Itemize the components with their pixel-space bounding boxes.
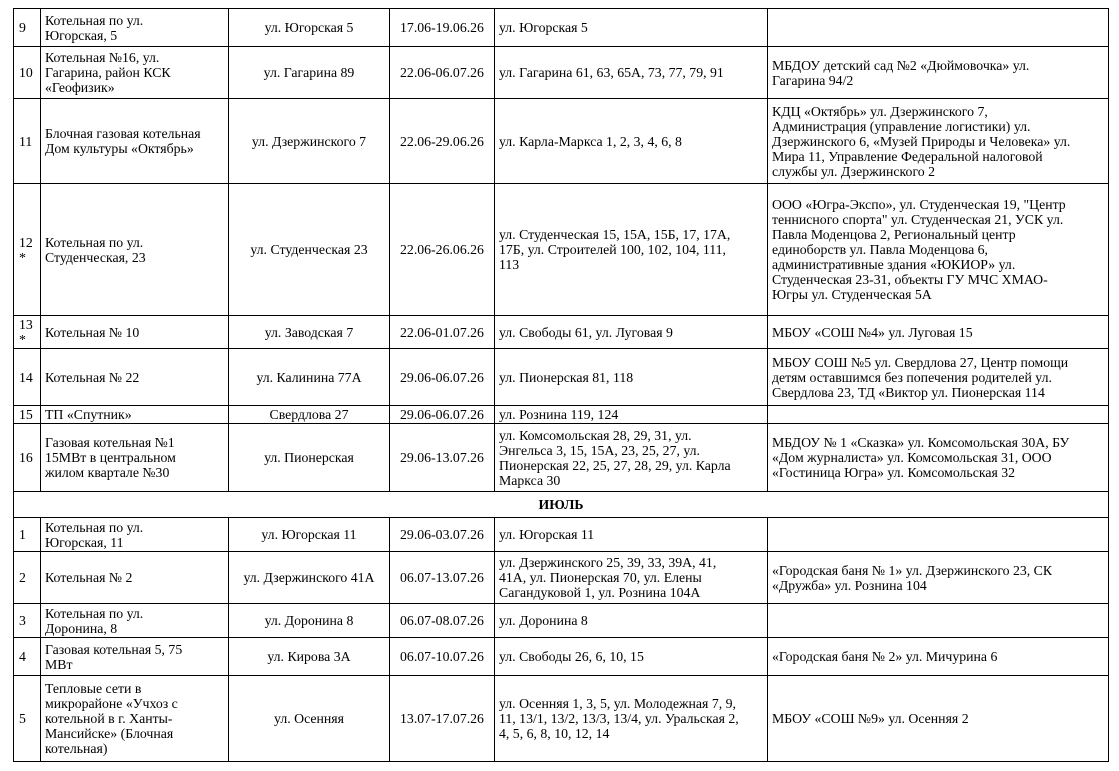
source-address-cell: ул. Пионерская <box>229 424 390 492</box>
period-cell: 29.06-06.07.26 <box>390 406 495 424</box>
residential-buildings-cell: ул. Рознина 119, 124 <box>495 406 768 424</box>
social-objects-cell: МБДОУ детский сад №2 «Дюймовочка» ул. Гагарина 94/2 <box>768 47 1109 99</box>
heat-source-cell: Блочная газовая котельная Дом культуры «Октябрь» <box>41 99 229 184</box>
residential-buildings-cell: ул. Доронина 8 <box>495 604 768 638</box>
period-cell: 29.06-03.07.26 <box>390 518 495 552</box>
table-row <box>14 604 1109 638</box>
residential-buildings-cell: ул. Югорская 5 <box>495 9 768 47</box>
table-row <box>14 406 1109 424</box>
source-address-cell: ул. Дзержинского 7 <box>229 99 390 184</box>
heat-source-cell: Газовая котельная 5, 75 МВт <box>41 638 229 676</box>
row-number: 5 <box>14 676 41 762</box>
source-address-cell: ул. Заводская 7 <box>229 316 390 349</box>
social-objects-cell <box>768 406 1109 424</box>
period-cell: 17.06-19.06.26 <box>390 9 495 47</box>
row-number: 10 <box>14 47 41 99</box>
row-number: 9 <box>14 9 41 47</box>
social-objects-cell <box>768 604 1109 638</box>
residential-buildings-cell: ул. Пионерская 81, 118 <box>495 349 768 406</box>
period-cell: 06.07-13.07.26 <box>390 552 495 604</box>
source-address-cell: ул. Югорская 5 <box>229 9 390 47</box>
heat-source-cell: Тепловые сети в микрорайоне «Учхоз с котельной в г. Ханты- Мансийске» (Блочная котельная) <box>41 676 229 762</box>
heat-source-cell: Котельная по ул. Студенческая, 23 <box>41 184 229 316</box>
row-number: 15 <box>14 406 41 424</box>
heat-source-cell: Котельная по ул. Югорская, 11 <box>41 518 229 552</box>
schedule-page <box>13 8 1109 762</box>
table-row <box>14 9 1109 47</box>
table-row <box>14 552 1109 604</box>
period-cell: 29.06-13.07.26 <box>390 424 495 492</box>
source-address-cell: ул. Гагарина 89 <box>229 47 390 99</box>
row-number: 16 <box>14 424 41 492</box>
heat-source-cell: Котельная № 22 <box>41 349 229 406</box>
source-address-cell: ул. Кирова 3А <box>229 638 390 676</box>
row-number: 4 <box>14 638 41 676</box>
heat-source-cell: Котельная по ул. Доронина, 8 <box>41 604 229 638</box>
row-number: 3 <box>14 604 41 638</box>
row-number: 12 * <box>14 184 41 316</box>
table-row <box>14 676 1109 762</box>
social-objects-cell: МБДОУ № 1 «Сказка» ул. Комсомольская 30А, БУ «Дом журналиста» ул. Комсомольская 31, ООО «Гостиница Югра» ул. Комсомольская 32 <box>768 424 1109 492</box>
social-objects-cell: КДЦ «Октябрь» ул. Дзержинского 7, Администрация (управление логистики) ул. Дзержинского 6, «Музей Природы и Человека» ул. Мира 11, Управление Федеральной налоговой службы ул. Дзержинского 2 <box>768 99 1109 184</box>
social-objects-cell: МБОУ СОШ №5 ул. Свердлова 27, Центр помощи детям оставшимся без попечения родителей ул. Свердлова 23, ТД «Виктор ул. Пионерская 114 <box>768 349 1109 406</box>
period-cell: 29.06-06.07.26 <box>390 349 495 406</box>
social-objects-cell: МБОУ «СОШ №4» ул. Луговая 15 <box>768 316 1109 349</box>
heat-source-cell: Котельная № 2 <box>41 552 229 604</box>
residential-buildings-cell: ул. Студенческая 15, 15А, 15Б, 17, 17А, 17Б, ул. Строителей 100, 102, 104, 111, 113 <box>495 184 768 316</box>
source-address-cell: ул. Доронина 8 <box>229 604 390 638</box>
table-row <box>14 47 1109 99</box>
heat-source-cell: Котельная №16, ул. Гагарина, район КСК «Геофизик» <box>41 47 229 99</box>
period-cell: 13.07-17.07.26 <box>390 676 495 762</box>
social-objects-cell: МБОУ «СОШ №9» ул. Осенняя 2 <box>768 676 1109 762</box>
source-address-cell: ул. Югорская 11 <box>229 518 390 552</box>
source-address-cell: Свердлова 27 <box>229 406 390 424</box>
table-row <box>14 316 1109 349</box>
source-address-cell: ул. Осенняя <box>229 676 390 762</box>
row-number: 14 <box>14 349 41 406</box>
row-number: 2 <box>14 552 41 604</box>
heat-source-cell: Котельная по ул. Югорская, 5 <box>41 9 229 47</box>
month-header: ИЮЛЬ <box>14 492 1109 518</box>
period-cell: 22.06-29.06.26 <box>390 99 495 184</box>
residential-buildings-cell: ул. Осенняя 1, 3, 5, ул. Молодежная 7, 9, 11, 13/1, 13/2, 13/3, 13/4, ул. Уральская 2, 4, 5, 6, 8, 10, 12, 14 <box>495 676 768 762</box>
social-objects-cell <box>768 518 1109 552</box>
source-address-cell: ул. Калинина 77А <box>229 349 390 406</box>
heat-source-cell: Газовая котельная №1 15МВт в центральном жилом квартале №30 <box>41 424 229 492</box>
table-row <box>14 424 1109 492</box>
month-header-row <box>14 492 1109 518</box>
period-cell: 22.06-01.07.26 <box>390 316 495 349</box>
period-cell: 06.07-10.07.26 <box>390 638 495 676</box>
residential-buildings-cell: ул. Комсомольская 28, 29, 31, ул. Энгельса 3, 15, 15А, 23, 25, 27, ул. Пионерская 22, 25, 27, 28, 29, ул. Карла Маркса 30 <box>495 424 768 492</box>
table-row <box>14 184 1109 316</box>
period-cell: 06.07-08.07.26 <box>390 604 495 638</box>
social-objects-cell: ООО «Югра-Экспо», ул. Студенческая 19, "Центр теннисного спорта" ул. Студенческая 21, УСК ул. Павла Моденцова 2, Региональный центр единоборств ул. Павла Моденцова 6, административные здания «ЮКИОР» ул. Студенческая 23-31, объекты ГУ МЧС ХМАО- Югры ул. Студенческая 5А <box>768 184 1109 316</box>
table-row <box>14 349 1109 406</box>
table-row <box>14 99 1109 184</box>
row-number: 1 <box>14 518 41 552</box>
residential-buildings-cell: ул. Гагарина 61, 63, 65А, 73, 77, 79, 91 <box>495 47 768 99</box>
row-number: 13 * <box>14 316 41 349</box>
heat-source-cell: ТП «Спутник» <box>41 406 229 424</box>
heat-source-cell: Котельная № 10 <box>41 316 229 349</box>
residential-buildings-cell: ул. Югорская 11 <box>495 518 768 552</box>
social-objects-cell: «Городская баня № 2» ул. Мичурина 6 <box>768 638 1109 676</box>
residential-buildings-cell: ул. Дзержинского 25, 39, 33, 39А, 41, 41А, ул. Пионерская 70, ул. Елены Сагандуковой 1, ул. Рознина 104А <box>495 552 768 604</box>
source-address-cell: ул. Дзержинского 41А <box>229 552 390 604</box>
social-objects-cell <box>768 9 1109 47</box>
period-cell: 22.06-26.06.26 <box>390 184 495 316</box>
row-number: 11 <box>14 99 41 184</box>
outage-schedule-table <box>13 8 1109 762</box>
source-address-cell: ул. Студенческая 23 <box>229 184 390 316</box>
social-objects-cell: «Городская баня № 1» ул. Дзержинского 23, СК «Дружба» ул. Рознина 104 <box>768 552 1109 604</box>
residential-buildings-cell: ул. Свободы 26, 6, 10, 15 <box>495 638 768 676</box>
table-row <box>14 518 1109 552</box>
residential-buildings-cell: ул. Свободы 61, ул. Луговая 9 <box>495 316 768 349</box>
period-cell: 22.06-06.07.26 <box>390 47 495 99</box>
table-row <box>14 638 1109 676</box>
residential-buildings-cell: ул. Карла-Маркса 1, 2, 3, 4, 6, 8 <box>495 99 768 184</box>
